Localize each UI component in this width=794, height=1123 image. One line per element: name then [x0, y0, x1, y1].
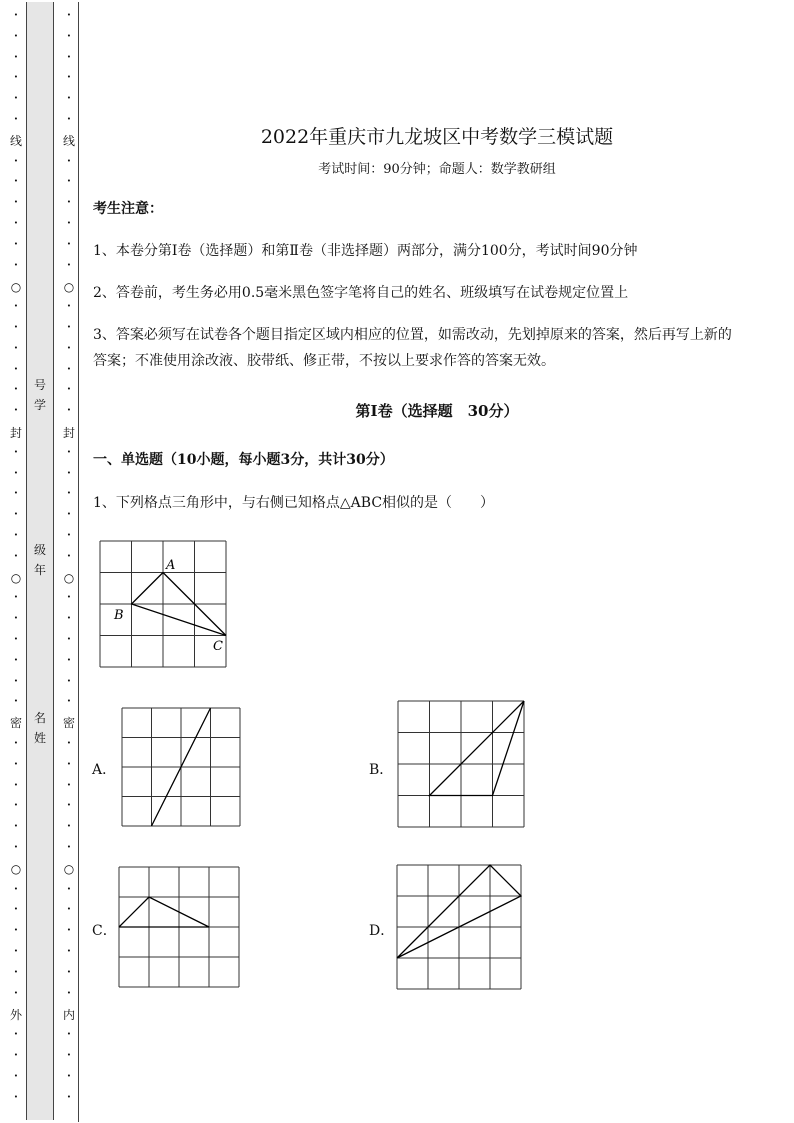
margin-dot: • [66, 52, 72, 61]
margin-circle: ○ [63, 280, 75, 294]
margin-dot: • [13, 759, 19, 768]
margin-dot: • [13, 967, 19, 976]
margin-dot: • [13, 926, 19, 935]
margin-dot: • [13, 635, 19, 643]
reference-grid [100, 541, 226, 667]
margin-dot: • [66, 11, 72, 19]
inner-margin-label-0: 线 [62, 134, 75, 148]
margin-circle: ○ [10, 862, 22, 876]
margin-dot: • [13, 406, 19, 415]
margin-dot: • [66, 739, 72, 747]
margin-dot: • [13, 177, 19, 186]
margin-dot: • [13, 822, 19, 831]
margin-dot: • [13, 1071, 19, 1080]
margin-dot: • [13, 676, 19, 685]
margin-circle: ○ [63, 862, 75, 876]
margin-dot: • [13, 843, 19, 851]
option-c-figure[interactable] [119, 867, 239, 987]
notice-item-2: 2、答卷前，考生务必用0.5毫米黑色签字笔将自己的姓名、班级填写在试卷规定位置上 [93, 285, 629, 301]
margin-dot: • [13, 988, 19, 997]
margin-dot: • [66, 239, 72, 248]
margin-dot: • [66, 635, 72, 643]
margin-dot: • [66, 219, 72, 227]
margin-dot: • [66, 697, 72, 706]
margin-dot: • [66, 302, 72, 311]
margin-dot: • [13, 156, 19, 165]
margin-dot: • [66, 988, 72, 997]
margin-dot: • [66, 884, 72, 893]
option-a-label[interactable]: A． [92, 762, 117, 778]
margin-dot: • [13, 115, 19, 123]
margin-dot: • [66, 1030, 72, 1039]
exam-info: 考试时间：90分钟；命题人：数学教研组 [318, 162, 556, 177]
margin-dot: • [13, 364, 19, 373]
margin-dot: • [66, 177, 72, 186]
margin-dot: • [66, 655, 72, 664]
page-title: 2022年重庆市九龙坡区中考数学三模试题 [260, 126, 614, 148]
option-a-figure[interactable] [122, 708, 240, 826]
margin-dot: • [66, 364, 72, 373]
margin-dot: • [66, 73, 72, 82]
margin-dot: • [66, 551, 72, 560]
margin-dot: • [66, 1092, 72, 1101]
margin-dot: • [66, 323, 72, 331]
option-b-figure[interactable] [398, 701, 524, 827]
margin-dot: • [13, 31, 19, 40]
margin-dot: • [13, 52, 19, 61]
margin-dot: • [66, 343, 72, 352]
margin-dot: • [66, 406, 72, 415]
margin-dot: • [66, 593, 72, 602]
reference-triangle-figure [100, 541, 226, 667]
binding-rule [78, 2, 79, 1122]
margin-circle: ○ [10, 280, 22, 294]
margin-dot: • [66, 759, 72, 768]
option-d-figure[interactable] [397, 865, 521, 989]
margin-dot: • [13, 1051, 19, 1059]
inner-margin-label-1: 封 [62, 426, 75, 440]
margin-dot: • [13, 551, 19, 560]
student-id-field: 号学 [33, 378, 46, 412]
margin-dot: • [66, 31, 72, 40]
margin-dot: • [66, 780, 72, 789]
margin-dot: • [66, 1071, 72, 1080]
outer-margin-label-3: 外 [9, 1008, 22, 1022]
margin-dot: • [66, 676, 72, 685]
margin-dot: • [13, 739, 19, 747]
margin-dot: • [66, 156, 72, 165]
margin-dot: • [66, 260, 72, 269]
inner-margin-label-3: 内 [62, 1008, 75, 1022]
margin-dot: • [13, 468, 19, 477]
margin-dot: • [13, 655, 19, 664]
margin-dot: • [13, 1030, 19, 1039]
margin-dot: • [13, 11, 19, 19]
margin-dot: • [13, 198, 19, 207]
outer-margin-label-1: 封 [9, 426, 22, 440]
margin-dot: • [66, 1051, 72, 1059]
margin-dot: • [66, 531, 72, 539]
margin-dot: • [66, 926, 72, 935]
margin-dot: • [13, 905, 19, 914]
margin-dot: • [66, 947, 72, 955]
margin-dot: • [13, 489, 19, 498]
point-c-label: C [213, 639, 223, 654]
inner-margin-label-2: 密 [62, 716, 75, 730]
margin-dot: • [13, 73, 19, 82]
margin-dot: • [13, 884, 19, 893]
margin-dot: • [13, 531, 19, 539]
margin-dot: • [13, 593, 19, 602]
section-title: 第Ⅰ卷（选择题 30分） [355, 402, 519, 420]
margin-dot: • [66, 843, 72, 851]
margin-dot: • [66, 385, 72, 394]
class-field: 级年 [33, 543, 46, 577]
margin-dot: • [13, 302, 19, 311]
margin-dot: • [66, 489, 72, 498]
margin-dot: • [13, 614, 19, 623]
margin-dot: • [13, 697, 19, 706]
margin-dot: • [66, 115, 72, 123]
question-1-stem: 1、下列格点三角形中，与右侧已知格点△ABC相似的是（ ） [93, 495, 495, 511]
margin-dot: • [66, 510, 72, 519]
margin-circle: ○ [10, 571, 22, 585]
margin-dot: • [66, 447, 72, 456]
margin-dot: • [13, 323, 19, 331]
part-heading: 一、单选题（10小题，每小题3分，共计30分） [93, 452, 394, 468]
outer-margin-label-2: 密 [9, 716, 22, 730]
margin-dot: • [13, 239, 19, 248]
point-b-label: B [114, 608, 124, 623]
outer-margin-label-0: 线 [9, 134, 22, 148]
notice-heading: 考生注意： [93, 201, 163, 217]
name-field: 名姓 [33, 711, 46, 745]
margin-dot: • [66, 822, 72, 831]
option-b-label[interactable]: B． [369, 762, 394, 778]
margin-dot: • [13, 385, 19, 394]
margin-dot: • [13, 780, 19, 789]
margin-dot: • [13, 219, 19, 227]
margin-dot: • [13, 94, 19, 103]
option-c-label[interactable]: C． [92, 923, 117, 939]
point-a-label: A [166, 558, 176, 573]
margin-dot: • [66, 94, 72, 103]
margin-circle: ○ [63, 571, 75, 585]
notice-item-1: 1、本卷分第I卷（选择题）和第Ⅱ卷（非选择题）两部分，满分100分，考试时间90分钟 [93, 243, 638, 259]
margin-dot: • [13, 260, 19, 269]
margin-dot: • [66, 801, 72, 810]
option-d-label[interactable]: D． [369, 923, 395, 939]
margin-dot: • [13, 1092, 19, 1101]
margin-dot: • [13, 343, 19, 352]
margin-dot: • [66, 468, 72, 477]
margin-dot: • [66, 967, 72, 976]
margin-dot: • [66, 198, 72, 207]
margin-dot: • [13, 510, 19, 519]
margin-dot: • [13, 801, 19, 810]
margin-dot: • [66, 905, 72, 914]
margin-dot: • [66, 614, 72, 623]
margin-dot: • [13, 947, 19, 955]
notice-item-3: 3、答案必须写在试卷各个题目指定区域内相应的位置，如需改动，先划掉原来的答案，然后再写上新的答案；不准使用涂改液、胶带纸、修正带，不按以上要求作答的答案无效。 [93, 327, 732, 369]
margin-dot: • [13, 447, 19, 456]
